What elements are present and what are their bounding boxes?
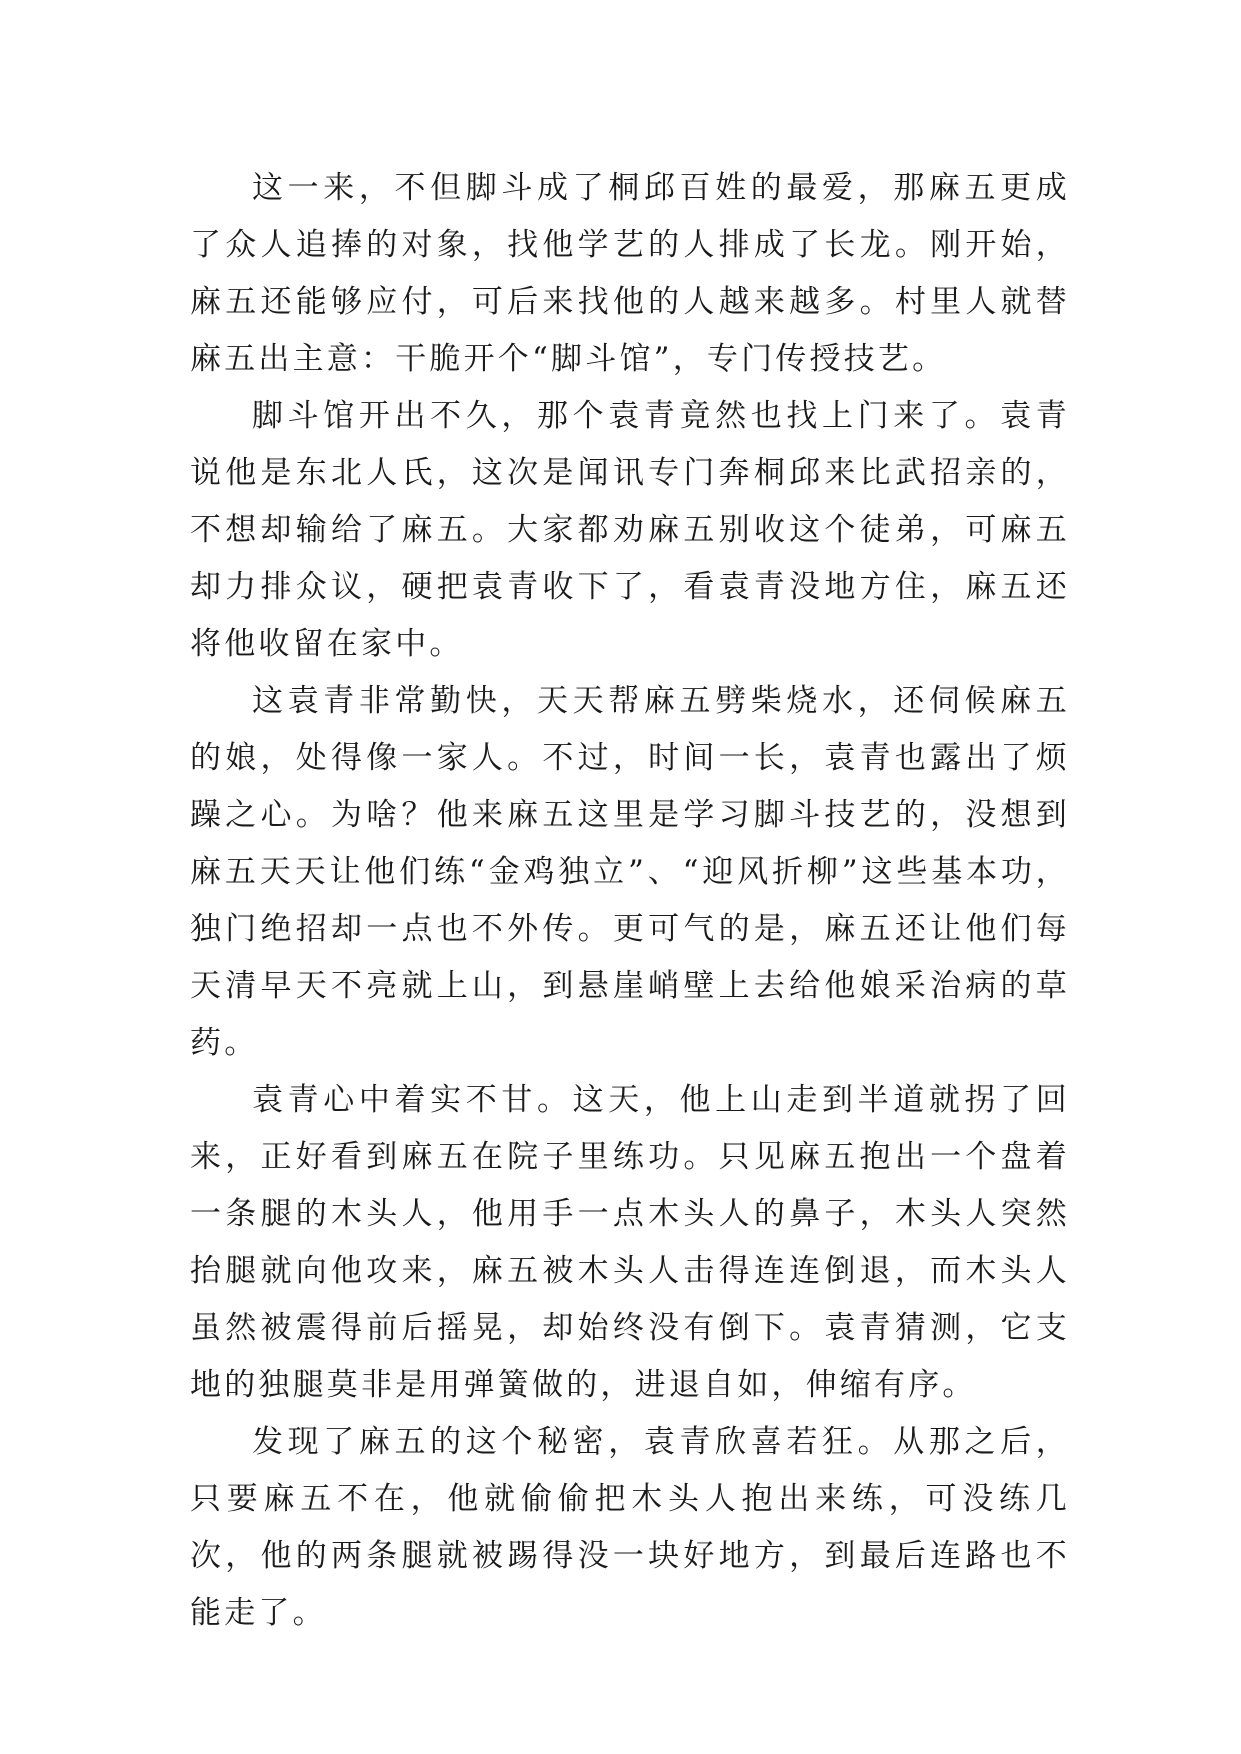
paragraph-2: 脚斗馆开出不久，那个袁青竟然也找上门来了。袁青说他是东北人氏，这次是闻讯专门奔桐邱来比武招亲的，不想却输给了麻五。大家都劝麻五别收这个徒弟，可麻五却力排众议，硬把袁青收下了，看袁青没地方住，麻五还将他收留在家中。 — [190, 398, 1070, 662]
paragraph-4: 袁青心中着实不甘。这天，他上山走到半道就拐了回来，正好看到麻五在院子里练功。只见麻五抱出一个盘着一条腿的木头人，他用手一点木头人的鼻子，木头人突然抬腿就向他攻来，麻五被木头人击得连连倒退，而木头人虽然被震得前后摇晃，却始终没有倒下。袁青猜测，它支地的独腿莫非是用弹簧做的，进退自如，伸缩有序。 — [190, 1082, 1070, 1403]
paragraph-5: 发现了麻五的这个秘密，袁青欣喜若狂。从那之后，只要麻五不在，他就偷偷把木头人抱出来练，可没练几次，他的两条腿就被踢得没一块好地方，到最后连路也不能走了。 — [190, 1424, 1070, 1631]
paragraph-3: 这袁青非常勤快，天天帮麻五劈柴烧水，还伺候麻五的娘，处得像一家人。不过，时间一长，袁青也露出了烦躁之心。为啥？他来麻五这里是学习脚斗技艺的，没想到麻五天天让他们练“金鸡独立”、“迎风折柳”这些基本功，独门绝招却一点也不外传。更可气的是，麻五还让他们每天清早天不亮就上山，到悬崖峭壁上去给他娘采治病的草药。 — [190, 683, 1070, 1061]
paragraph-1: 这一来，不但脚斗成了桐邱百姓的最爱，那麻五更成了众人追捧的对象，找他学艺的人排成了长龙。刚开始，麻五还能够应付，可后来找他的人越来越多。村里人就替麻五出主意：干脆开个“脚斗馆”，专门传授技艺。 — [190, 170, 1070, 377]
document-page — [190, 160, 1070, 1642]
